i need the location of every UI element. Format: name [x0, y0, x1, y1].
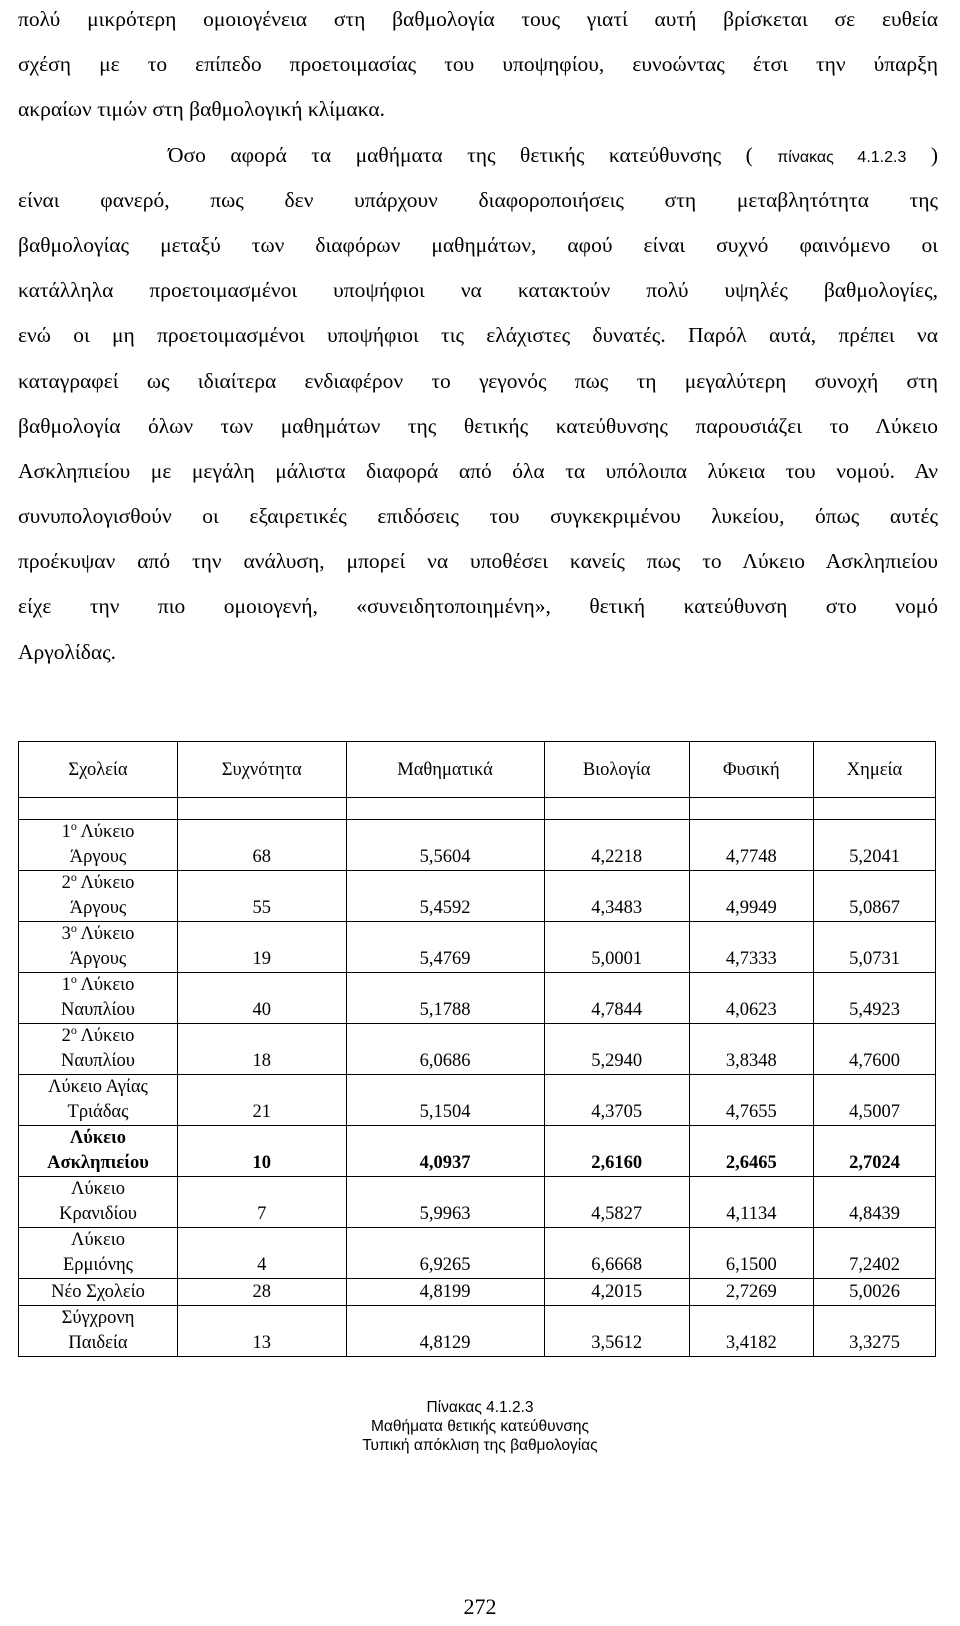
paragraph-line: καταγραφεί ως ιδιαίτερα ενδιαφέρον το γεγονός πως τη μεγαλύτερη συνοχή στη [18, 368, 938, 393]
cell-school [19, 1279, 178, 1306]
cell-school [19, 922, 178, 973]
table-row [19, 1177, 936, 1228]
school-name-line1: Λύκειο [76, 924, 135, 944]
paragraph-line: ενώ οι μη προετοιμασμένοι υποψήφιοι τις ελάχιστες δυνατές. Παρόλ αυτά, πρέπει να [18, 323, 938, 348]
cell-school [19, 973, 178, 1024]
cell-chemistry: 5,0867 [814, 871, 936, 922]
cell-chemistry: 5,2041 [814, 820, 936, 871]
paragraph-line: πολύ μικρότερη ομοιογένεια στη βαθμολογία τους γιατί αυτή βρίσκεται σε ευθεία [18, 7, 938, 31]
cell-physics: 4,1134 [689, 1177, 813, 1228]
cell-chemistry: 4,8439 [814, 1177, 936, 1228]
school-ordinal-suffix: ο [70, 920, 77, 935]
school-name-line2: Ναυπλίου [61, 1000, 135, 1020]
table-row [19, 1279, 936, 1306]
cell-frequency: 19 [178, 922, 347, 973]
cell-frequency: 18 [178, 1024, 347, 1075]
cell-math: 5,4592 [346, 871, 544, 922]
paragraph-line: συνυπολογισθούν οι εξαιρετικές επιδόσεις του συγκεκριμένου λυκείου, όπως αυτές [18, 504, 938, 529]
cell-frequency: 10 [178, 1126, 347, 1177]
cell-school [19, 1228, 178, 1279]
school-name-line2: Ασκληπιείου [47, 1153, 149, 1173]
table-reference: πίνακας 4.1.2.3 [777, 148, 907, 166]
paragraph-line: είχε την πιο ομοιογενή, «συνειδητοποιημένη», θετική κατεύθυνση στο νομό [18, 594, 938, 619]
school-name-line1: Λύκειο [76, 975, 135, 995]
caption-subtitle: Μαθήματα θετικής κατεύθυνσης [371, 1418, 589, 1435]
cell-frequency: 13 [178, 1306, 347, 1357]
school-ordinal: 1 [61, 822, 71, 842]
paragraph-line: Ασκληπιείου με μεγάλη μάλιστα διαφορά από όλα τα υπόλοιπα λύκεια του νομού. Αν [18, 458, 938, 483]
header-frequency: Συχνότητα [178, 742, 347, 798]
header-biology: Βιολογία [544, 742, 689, 798]
table-row [19, 1075, 936, 1126]
cell-math: 5,5604 [346, 820, 544, 871]
cell-biology: 4,7844 [544, 973, 689, 1024]
school-name-line1: Λύκειο [71, 1179, 125, 1199]
cell-frequency: 7 [178, 1177, 347, 1228]
table-row [19, 820, 936, 871]
cell-school [19, 871, 178, 922]
header-physics: Φυσική [689, 742, 813, 798]
cell-math: 5,1504 [346, 1075, 544, 1126]
table-row [19, 1024, 936, 1075]
cell-biology: 4,3705 [544, 1075, 689, 1126]
cell-school [19, 820, 178, 871]
school-name-line2: Τριάδας [67, 1102, 129, 1122]
header-schools: Σχολεία [19, 742, 178, 798]
cell-chemistry: 5,0026 [814, 1279, 936, 1306]
paragraph-line: βαθμολογίας μεταξύ των διαφόρων μαθημάτων, αφού είναι συχνό φαινόμενο οι [18, 232, 938, 257]
school-name-line2: Άργους [69, 847, 127, 867]
cell-physics: 4,7655 [689, 1075, 813, 1126]
school-name-line2: Ναυπλίου [61, 1051, 135, 1071]
page-number: 272 [463, 1594, 497, 1619]
cell-school [19, 1024, 178, 1075]
cell-math: 6,9265 [346, 1228, 544, 1279]
cell-biology: 2,6160 [544, 1126, 689, 1177]
school-ordinal-suffix: ο [70, 971, 77, 986]
cell-biology: 6,6668 [544, 1228, 689, 1279]
cell-biology: 5,0001 [544, 922, 689, 973]
cell-physics: 4,0623 [689, 973, 813, 1024]
header-chemistry: Χημεία [814, 742, 936, 798]
cell-physics: 2,7269 [689, 1279, 813, 1306]
cell-chemistry: 7,2402 [814, 1228, 936, 1279]
school-ordinal: 2 [61, 873, 71, 893]
cell-chemistry: 4,5007 [814, 1075, 936, 1126]
cell-school [19, 1306, 178, 1357]
cell-frequency: 21 [178, 1075, 347, 1126]
cell-physics: 4,7748 [689, 820, 813, 871]
school-ordinal-suffix: ο [70, 818, 77, 833]
cell-school [19, 1126, 178, 1177]
paragraph-text: ) [930, 142, 939, 167]
table-caption [0, 1398, 960, 1455]
school-name-line1: Λύκειο [69, 1128, 127, 1148]
body-text [18, 0, 938, 675]
table-row [19, 871, 936, 922]
school-ordinal: 3 [61, 924, 71, 944]
school-name-line1: Σύγχρονη [61, 1308, 135, 1328]
cell-school [19, 1075, 178, 1126]
cell-physics: 2,6465 [689, 1126, 813, 1177]
cell-biology: 4,2218 [544, 820, 689, 871]
cell-biology: 3,5612 [544, 1306, 689, 1357]
cell-math: 5,1788 [346, 973, 544, 1024]
cell-chemistry: 3,3275 [814, 1306, 936, 1357]
cell-physics: 4,7333 [689, 922, 813, 973]
paragraph-line: Αργολίδας. [18, 639, 116, 664]
cell-physics: 3,4182 [689, 1306, 813, 1357]
cell-biology: 4,5827 [544, 1177, 689, 1228]
school-name-line1: Λύκειο [76, 873, 135, 893]
caption-description: Τυπική απόκλιση της βαθμολογίας [362, 1437, 598, 1454]
paragraph-line: ακραίων τιμών στη βαθμολογική κλίμακα. [18, 97, 385, 122]
cell-physics: 4,9949 [689, 871, 813, 922]
school-ordinal-suffix: ο [70, 1022, 77, 1037]
cell-math: 4,8129 [346, 1306, 544, 1357]
paragraph-line: κατάλληλα προετοιμασμένοι υποψήφιοι να κατακτούν πολύ υψηλές βαθμολογίες, [18, 278, 938, 303]
school-name-line2: Άργους [69, 898, 127, 918]
school-ordinal-suffix: ο [70, 869, 77, 884]
caption-title: Πίνακας 4.1.2.3 [426, 1399, 534, 1416]
paragraph-line [18, 133, 938, 178]
cell-chemistry: 2,7024 [814, 1126, 936, 1177]
school-name-line1: Λύκειο [76, 822, 135, 842]
school-name-line2: Άργους [69, 949, 127, 969]
cell-math: 4,8199 [346, 1279, 544, 1306]
cell-biology: 4,3483 [544, 871, 689, 922]
cell-chemistry: 4,7600 [814, 1024, 936, 1075]
school-name-line1: Λύκειο [71, 1230, 125, 1250]
grades-table [18, 741, 936, 1357]
school-name-line1: Λύκειο Αγίας [48, 1077, 148, 1097]
cell-school [19, 1177, 178, 1228]
cell-math: 5,4769 [346, 922, 544, 973]
table-row [19, 973, 936, 1024]
table-spacer-row [19, 798, 936, 820]
school-name-line1: Νέο Σχολείο [51, 1282, 145, 1302]
table-row [19, 1228, 936, 1279]
paragraph-line: προέκυψαν από την ανάλυση, μπορεί να υποθέσει κανείς πως το Λύκειο Ασκληπιείου [18, 549, 938, 574]
school-name-line2: Παιδεία [68, 1333, 128, 1353]
cell-math: 5,9963 [346, 1177, 544, 1228]
table-header-row [19, 742, 936, 798]
cell-math: 6,0686 [346, 1024, 544, 1075]
cell-frequency: 28 [178, 1279, 347, 1306]
school-name-line1: Λύκειο [76, 1026, 135, 1046]
cell-frequency: 4 [178, 1228, 347, 1279]
school-ordinal: 1 [61, 975, 71, 995]
cell-frequency: 40 [178, 973, 347, 1024]
cell-chemistry: 5,0731 [814, 922, 936, 973]
school-ordinal: 2 [61, 1026, 71, 1046]
paragraph-line: σχέση με το επίπεδο προετοιμασίας του υποψηφίου, ευνοώντας έτσι την ύπαρξη [18, 52, 938, 77]
paragraph-line: είναι φανερό, πως δεν υπάρχουν διαφοροποιήσεις στη μεταβλητότητα της [18, 187, 938, 212]
cell-chemistry: 5,4923 [814, 973, 936, 1024]
cell-biology: 4,2015 [544, 1279, 689, 1306]
cell-physics: 3,8348 [689, 1024, 813, 1075]
table-row [19, 1306, 936, 1357]
cell-physics: 6,1500 [689, 1228, 813, 1279]
school-name-line2: Ερμιόνης [62, 1255, 134, 1275]
school-name-line2: Κρανιδίου [59, 1204, 137, 1224]
table-row [19, 922, 936, 973]
header-math: Μαθηματικά [346, 742, 544, 798]
cell-math: 4,0937 [346, 1126, 544, 1177]
table-row [19, 1126, 936, 1177]
cell-frequency: 55 [178, 871, 347, 922]
cell-frequency: 68 [178, 820, 347, 871]
cell-biology: 5,2940 [544, 1024, 689, 1075]
paragraph-line: βαθμολογία όλων των μαθημάτων της θετικής κατεύθυνσης παρουσιάζει το Λύκειο [18, 413, 938, 438]
paragraph-text: Όσο αφορά τα μαθήματα της θετικής κατεύθυνσης ( [168, 142, 753, 167]
